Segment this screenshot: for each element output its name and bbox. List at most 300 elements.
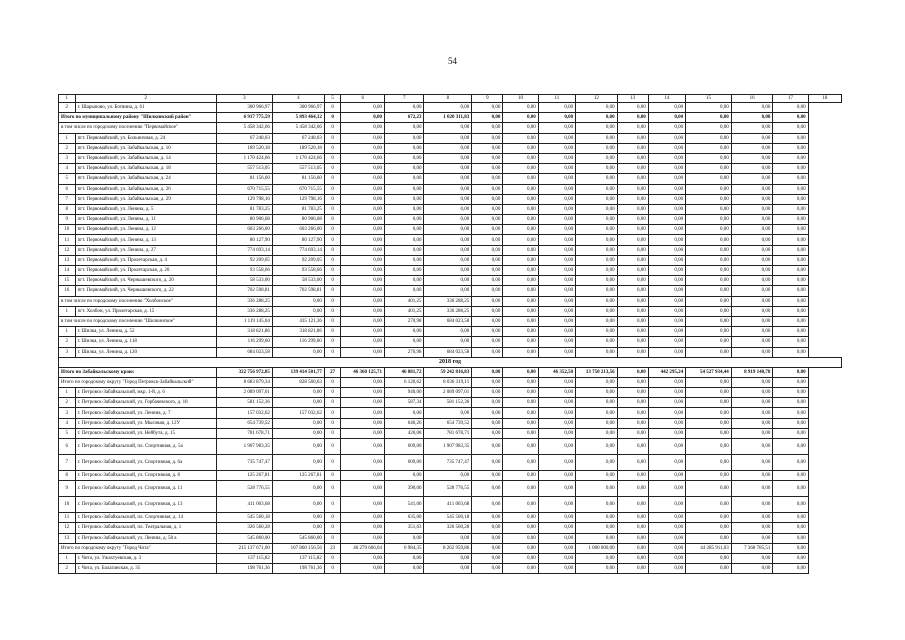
value-cell: 0,00 xyxy=(472,245,503,255)
value-cell: 0,00 xyxy=(617,428,648,438)
value-cell: 0,00 xyxy=(731,418,773,428)
value-cell: 0 xyxy=(324,327,341,337)
value-cell: 0,00 xyxy=(617,347,648,357)
value-cell: 0,00 xyxy=(686,533,732,543)
value-cell: 0,00 xyxy=(341,564,385,574)
value-cell: 0,00 xyxy=(472,143,503,153)
value-cell: 0,00 xyxy=(538,471,575,481)
value-cell: 0,00 xyxy=(648,164,685,174)
value-cell: 0,00 xyxy=(503,337,538,347)
value-cell: 0,00 xyxy=(538,497,575,513)
value-cell: 0,00 xyxy=(648,174,685,184)
value-cell: 0,00 xyxy=(538,439,575,455)
value-cell: 0,00 xyxy=(472,327,503,337)
row-number: 8 xyxy=(59,204,76,214)
value-cell: 116 299,60 xyxy=(272,337,324,347)
address-cell: г. Петровск-Забайкальский, мкр. 1-й, д. 6 xyxy=(75,388,216,398)
value-cell: 270,98 xyxy=(385,316,424,326)
value-cell: 0,00 xyxy=(424,153,472,163)
value-cell: 0,00 xyxy=(773,428,808,438)
value-cell: 0,00 xyxy=(686,245,732,255)
value-cell: 587,34 xyxy=(385,398,424,408)
value-cell: 0 xyxy=(324,553,341,563)
value-cell: 0,00 xyxy=(686,513,732,523)
value-cell: 137 115,82 xyxy=(216,553,272,563)
value-cell: 0,00 xyxy=(731,388,773,398)
value-cell: 0,00 xyxy=(576,564,618,574)
value-cell: 0,00 xyxy=(617,215,648,225)
value-cell: 0,00 xyxy=(424,133,472,143)
value-cell: 702 598,81 xyxy=(216,286,272,296)
value-cell: 129 798,16 xyxy=(272,194,324,204)
value-cell: 0,00 xyxy=(503,388,538,398)
value-cell: 0,00 xyxy=(503,276,538,286)
value-cell: 0,00 xyxy=(503,235,538,245)
value-cell: 8 919 140,78 xyxy=(731,367,773,377)
value-cell: 0,00 xyxy=(503,553,538,563)
value-cell: 0,00 xyxy=(385,174,424,184)
value-cell: 0,00 xyxy=(538,564,575,574)
value-cell: 0,00 xyxy=(424,194,472,204)
value-cell: 0 xyxy=(324,428,341,438)
value-cell: 0,00 xyxy=(648,153,685,163)
value-cell: 0,00 xyxy=(686,388,732,398)
value-cell: 139 414 501,77 xyxy=(272,367,324,377)
address-cell: пгт. Первомайский, ул. Больничная, д. 24 xyxy=(75,133,216,143)
row-number: 3 xyxy=(59,408,76,418)
value-cell: 0 xyxy=(324,153,341,163)
value-cell: 401,25 xyxy=(385,296,424,306)
register-table xyxy=(58,94,842,574)
value-cell: 0,00 xyxy=(503,123,538,133)
value-cell: 603 266,00 xyxy=(272,225,324,235)
value-cell: 0,00 xyxy=(385,103,424,113)
value-cell: 0,00 xyxy=(503,428,538,438)
value-cell: 0,00 xyxy=(576,143,618,153)
value-cell: 5 458 342,66 xyxy=(216,123,272,133)
value-cell: 189 520,18 xyxy=(272,143,324,153)
value-cell: 0,00 xyxy=(686,564,732,574)
address-cell: пгт. Холбон, ул. Пролетарская, д. 15 xyxy=(75,306,216,316)
value-cell: 0,00 xyxy=(731,564,773,574)
value-cell: 46 881,72 xyxy=(385,367,424,377)
value-cell: 0,00 xyxy=(773,316,808,326)
value-cell: 0,00 xyxy=(472,153,503,163)
table-row xyxy=(59,164,842,174)
value-cell: 0,00 xyxy=(576,296,618,306)
value-cell: 0,00 xyxy=(773,296,808,306)
column-number: 5 xyxy=(324,95,341,103)
value-cell: 0,00 xyxy=(648,428,685,438)
value-cell: 0,00 xyxy=(385,337,424,347)
value-cell: 0,00 xyxy=(576,316,618,326)
value-cell: 545 860,00 xyxy=(216,533,272,543)
column-number: 12 xyxy=(576,95,618,103)
value-cell: 0,00 xyxy=(538,174,575,184)
value-cell: 0,00 xyxy=(341,388,385,398)
value-cell: 157 032,62 xyxy=(216,408,272,418)
value-cell: 0 xyxy=(324,398,341,408)
value-cell: 0,00 xyxy=(648,266,685,276)
value-cell: 0 xyxy=(324,164,341,174)
value-cell: 0,00 xyxy=(576,388,618,398)
value-cell: 654 739,52 xyxy=(216,418,272,428)
value-cell: 0,00 xyxy=(686,184,732,194)
value-cell: 0,00 xyxy=(576,113,618,123)
value-cell: 0,00 xyxy=(617,245,648,255)
address-cell: пгт. Первомайский, ул. Ленина, д. 13 xyxy=(75,235,216,245)
year-row xyxy=(59,357,842,367)
value-cell: 0,00 xyxy=(773,143,808,153)
value-cell: 0,00 xyxy=(385,564,424,574)
value-cell: 1 119 145,04 xyxy=(216,316,272,326)
value-cell: 0,00 xyxy=(341,133,385,143)
value-cell: 0,00 xyxy=(731,347,773,357)
value-cell: 0,00 xyxy=(686,347,732,357)
value-cell: 0,00 xyxy=(503,481,538,497)
value-cell: 0,00 xyxy=(341,471,385,481)
address-cell: г. Петровск-Забайкальский, ул. Спортивная, д. 8 xyxy=(75,471,216,481)
value-cell: 0,00 xyxy=(341,408,385,418)
value-cell: 0,00 xyxy=(538,184,575,194)
value-cell: 0 xyxy=(324,439,341,455)
value-cell: 0,00 xyxy=(576,455,618,471)
table-row xyxy=(59,184,842,194)
value-cell: 0,00 xyxy=(686,113,732,123)
value-cell: 336 288,25 xyxy=(424,296,472,306)
column-number: 8 xyxy=(424,95,472,103)
value-cell: 0,00 xyxy=(472,174,503,184)
value-cell: 0,00 xyxy=(538,455,575,471)
value-cell: 0,00 xyxy=(576,523,618,533)
table-row xyxy=(59,481,842,497)
table-row xyxy=(59,455,842,471)
value-cell: 0,00 xyxy=(617,204,648,214)
value-cell: 0,00 xyxy=(272,439,324,455)
value-cell: 0,00 xyxy=(686,316,732,326)
value-cell: 0,00 xyxy=(341,296,385,306)
table-row xyxy=(59,497,842,513)
value-cell: 81 156,60 xyxy=(216,174,272,184)
group-label: в том числе по городскому поселению "Первомайское" xyxy=(59,123,217,133)
value-cell: 0,00 xyxy=(576,497,618,513)
value-cell: 0,00 xyxy=(773,245,808,255)
value-cell: 0,00 xyxy=(424,337,472,347)
address-cell: пгт. Первомайский, ул. Забайкальская, д. 26 xyxy=(75,184,216,194)
value-cell: 0,00 xyxy=(424,245,472,255)
value-cell: 0,00 xyxy=(731,184,773,194)
value-cell: 557 513,05 xyxy=(272,164,324,174)
value-cell: 0 xyxy=(324,266,341,276)
value-cell: 0,00 xyxy=(341,153,385,163)
value-cell: 0,00 xyxy=(472,388,503,398)
table-row xyxy=(59,133,842,143)
value-cell: 1 170 424,66 xyxy=(272,153,324,163)
table-row xyxy=(59,215,842,225)
value-cell: 0,00 xyxy=(538,103,575,113)
value-cell: 0 xyxy=(324,204,341,214)
value-cell: 0,00 xyxy=(576,133,618,143)
row-number: 12 xyxy=(59,523,76,533)
value-cell: 0,00 xyxy=(272,523,324,533)
row-number: 8 xyxy=(59,471,76,481)
value-cell: 0 xyxy=(324,245,341,255)
value-cell: 0,00 xyxy=(773,388,808,398)
address-cell: г. Петровск-Забайкальский, ул. Спортивная, д. 11 xyxy=(75,481,216,497)
value-cell: 0,00 xyxy=(538,133,575,143)
value-cell: 528 776,55 xyxy=(424,481,472,497)
value-cell: 774 693,14 xyxy=(216,245,272,255)
value-cell: 0,00 xyxy=(576,255,618,265)
value-cell: 0,00 xyxy=(648,337,685,347)
address-cell: пгт. Первомайский, ул. Забайкальская, д. 14 xyxy=(75,153,216,163)
value-cell: 0,00 xyxy=(503,398,538,408)
table-row xyxy=(59,471,842,481)
value-cell: 0,00 xyxy=(385,327,424,337)
value-cell: 0,00 xyxy=(503,497,538,513)
value-cell: 0,00 xyxy=(424,103,472,113)
value-cell: 0,00 xyxy=(576,513,618,523)
value-cell: 0 xyxy=(324,184,341,194)
value-cell: 0,00 xyxy=(538,225,575,235)
value-cell: 0 xyxy=(324,316,341,326)
value-cell: 0,00 xyxy=(648,513,685,523)
value-cell: 0,00 xyxy=(472,306,503,316)
value-cell: 318 821,86 xyxy=(272,327,324,337)
table-row xyxy=(59,418,842,428)
value-cell: 0,00 xyxy=(731,306,773,316)
value-cell: 0,00 xyxy=(538,327,575,337)
value-cell: 0,00 xyxy=(472,123,503,133)
value-cell: 0,00 xyxy=(538,153,575,163)
value-cell: 0,00 xyxy=(648,523,685,533)
value-cell: 0,00 xyxy=(773,564,808,574)
value-cell: 0 xyxy=(324,225,341,235)
value-cell: 0,00 xyxy=(648,471,685,481)
value-cell: 0,00 xyxy=(341,455,385,471)
value-cell: 300 966,97 xyxy=(272,103,324,113)
value-cell: 0,00 xyxy=(576,533,618,543)
address-cell: пгт. Первомайский, ул. Ленина, д. 12 xyxy=(75,225,216,235)
value-cell: 0,00 xyxy=(385,245,424,255)
value-cell: 0,00 xyxy=(686,497,732,513)
value-cell: 0,00 xyxy=(686,418,732,428)
value-cell: 0,00 xyxy=(686,471,732,481)
value-cell: 0,00 xyxy=(773,215,808,225)
value-cell: 0,00 xyxy=(341,497,385,513)
value-cell: 0,00 xyxy=(503,533,538,543)
value-cell: 5 458 342,66 xyxy=(272,123,324,133)
value-cell: 0,00 xyxy=(472,377,503,387)
row-number: 7 xyxy=(59,455,76,471)
value-cell: 0,00 xyxy=(731,533,773,543)
value-cell: 81 156,60 xyxy=(272,174,324,184)
group-label: Итого по городскому округу "Город Чита" xyxy=(59,543,217,553)
value-cell: 0,00 xyxy=(538,204,575,214)
value-cell: 0,00 xyxy=(472,204,503,214)
value-cell: 0,00 xyxy=(731,316,773,326)
value-cell: 0,00 xyxy=(617,143,648,153)
value-cell: 116 299,60 xyxy=(216,337,272,347)
value-cell: 0,00 xyxy=(472,553,503,563)
value-cell: 0,00 xyxy=(341,235,385,245)
value-cell: 0 xyxy=(324,377,341,387)
address-cell: г. Петровск-Забайкальский, ул. Горбачевского, д. 18 xyxy=(75,398,216,408)
value-cell: 0 xyxy=(324,235,341,245)
value-cell: 0,00 xyxy=(538,143,575,153)
row-number: 5 xyxy=(59,428,76,438)
value-cell: 442 295,24 xyxy=(648,367,685,377)
value-cell: 0,00 xyxy=(686,523,732,533)
value-cell: 0,00 xyxy=(424,255,472,265)
row-number: 9 xyxy=(59,481,76,497)
value-cell: 0,00 xyxy=(731,481,773,497)
value-cell: 0,00 xyxy=(472,316,503,326)
value-cell: 0,00 xyxy=(503,143,538,153)
table-row xyxy=(59,398,842,408)
value-cell: 545 560,18 xyxy=(216,513,272,523)
value-cell: 1 020 311,83 xyxy=(424,113,472,123)
value-cell: 0,00 xyxy=(773,471,808,481)
value-cell: 0,00 xyxy=(576,235,618,245)
address-cell: г. Петровск-Забайкальский, ул. Спортивная, д. 6а xyxy=(75,455,216,471)
value-cell: 0,00 xyxy=(731,337,773,347)
value-cell: 0,00 xyxy=(617,296,648,306)
value-cell: 0,00 xyxy=(686,428,732,438)
value-cell: 0,00 xyxy=(731,133,773,143)
value-cell: 0,00 xyxy=(538,164,575,174)
value-cell: 0,00 xyxy=(424,225,472,235)
value-cell: 0,00 xyxy=(686,276,732,286)
value-cell: 0,00 xyxy=(773,235,808,245)
value-cell: 0,00 xyxy=(472,523,503,533)
value-cell: 0,00 xyxy=(472,408,503,418)
value-cell: 137 115,82 xyxy=(272,553,324,563)
group-label: в том числе по городскому поселению "Холбонское" xyxy=(59,296,217,306)
value-cell: 0,00 xyxy=(424,184,472,194)
value-cell: 0,00 xyxy=(686,143,732,153)
value-cell: 0,00 xyxy=(731,164,773,174)
value-cell: 0 xyxy=(324,564,341,574)
value-cell: 0,00 xyxy=(617,337,648,347)
column-number: 15 xyxy=(686,95,732,103)
value-cell: 0,00 xyxy=(503,103,538,113)
value-cell: 0,00 xyxy=(576,337,618,347)
value-cell: 326 560,28 xyxy=(216,523,272,533)
value-cell: 81 783,25 xyxy=(216,204,272,214)
value-cell: 0,00 xyxy=(773,225,808,235)
value-cell: 0,00 xyxy=(385,533,424,543)
value-cell: 46 279 666,04 xyxy=(341,543,385,553)
value-cell: 0,00 xyxy=(341,513,385,523)
value-cell: 0 xyxy=(324,194,341,204)
table-row xyxy=(59,286,842,296)
table-row xyxy=(59,306,842,316)
table-row xyxy=(59,194,842,204)
value-cell: 0,00 xyxy=(773,523,808,533)
value-cell: 0,00 xyxy=(576,481,618,497)
value-cell: 0,00 xyxy=(617,286,648,296)
value-cell: 0,00 xyxy=(617,439,648,455)
value-cell: 735 747,47 xyxy=(216,455,272,471)
table-row xyxy=(59,255,842,265)
value-cell: 0 xyxy=(324,408,341,418)
value-cell: 0,00 xyxy=(503,286,538,296)
value-cell: 0,00 xyxy=(538,296,575,306)
value-cell: 0,00 xyxy=(503,418,538,428)
value-cell: 198 761,36 xyxy=(216,564,272,574)
value-cell: 0,00 xyxy=(538,523,575,533)
value-cell: 0,00 xyxy=(648,184,685,194)
value-cell: 0,00 xyxy=(503,316,538,326)
value-cell: 8 683 879,34 xyxy=(216,377,272,387)
value-cell: 0,00 xyxy=(617,513,648,523)
value-cell: 0,00 xyxy=(648,225,685,235)
value-cell: 0,00 xyxy=(686,194,732,204)
row-number: 13 xyxy=(59,533,76,543)
address-cell: г. Петровск-Забайкальский, ул. Мысовая, д. 12У xyxy=(75,418,216,428)
value-cell: 93 558,66 xyxy=(272,266,324,276)
table-row xyxy=(59,388,842,398)
value-cell: 0,00 xyxy=(648,103,685,113)
value-cell: 0,00 xyxy=(385,553,424,563)
table-row xyxy=(59,143,842,153)
year-label: 2018 год xyxy=(59,357,842,367)
table-row xyxy=(59,553,842,563)
value-cell: 411 003,68 xyxy=(216,497,272,513)
column-number-row xyxy=(59,95,842,103)
value-cell: 8 036 319,11 xyxy=(424,377,472,387)
value-cell: 0,00 xyxy=(773,367,808,377)
value-cell: 735 747,47 xyxy=(424,455,472,471)
value-cell: 0 xyxy=(324,286,341,296)
value-cell: 0,00 xyxy=(503,564,538,574)
value-cell: 0,00 xyxy=(576,266,618,276)
value-cell: 0,00 xyxy=(538,266,575,276)
value-cell: 0,00 xyxy=(731,286,773,296)
value-cell: 8 262 959,86 xyxy=(424,543,472,553)
address-cell: г. Петровск-Забайкальский, пл. Спортивная, д. 5а xyxy=(75,439,216,455)
value-cell: 0,00 xyxy=(385,276,424,286)
value-cell: 27 xyxy=(324,367,341,377)
value-cell: 0 xyxy=(324,296,341,306)
value-cell: 0,00 xyxy=(341,428,385,438)
table-row xyxy=(59,408,842,418)
column-number: 16 xyxy=(731,95,773,103)
value-cell: 0,00 xyxy=(773,455,808,471)
value-cell: 0,00 xyxy=(576,164,618,174)
value-cell: 0,00 xyxy=(773,255,808,265)
subtotal-row xyxy=(59,377,842,387)
value-cell: 0,00 xyxy=(341,533,385,543)
value-cell: 0,00 xyxy=(773,164,808,174)
value-cell: 0,00 xyxy=(773,204,808,214)
value-cell: 0,00 xyxy=(773,286,808,296)
value-cell: 0,00 xyxy=(424,286,472,296)
value-cell: 0 xyxy=(324,497,341,513)
value-cell: 0,00 xyxy=(341,184,385,194)
value-cell: 0,00 xyxy=(648,347,685,357)
value-cell: 528 776,55 xyxy=(216,481,272,497)
value-cell: 670 715,55 xyxy=(216,184,272,194)
value-cell: 609,00 xyxy=(385,455,424,471)
value-cell: 0,00 xyxy=(272,296,324,306)
value-cell: 0 xyxy=(324,103,341,113)
value-cell: 125 267,81 xyxy=(272,471,324,481)
value-cell: 0,00 xyxy=(472,418,503,428)
value-cell: 0,00 xyxy=(731,235,773,245)
value-cell: 581 152,36 xyxy=(424,398,472,408)
